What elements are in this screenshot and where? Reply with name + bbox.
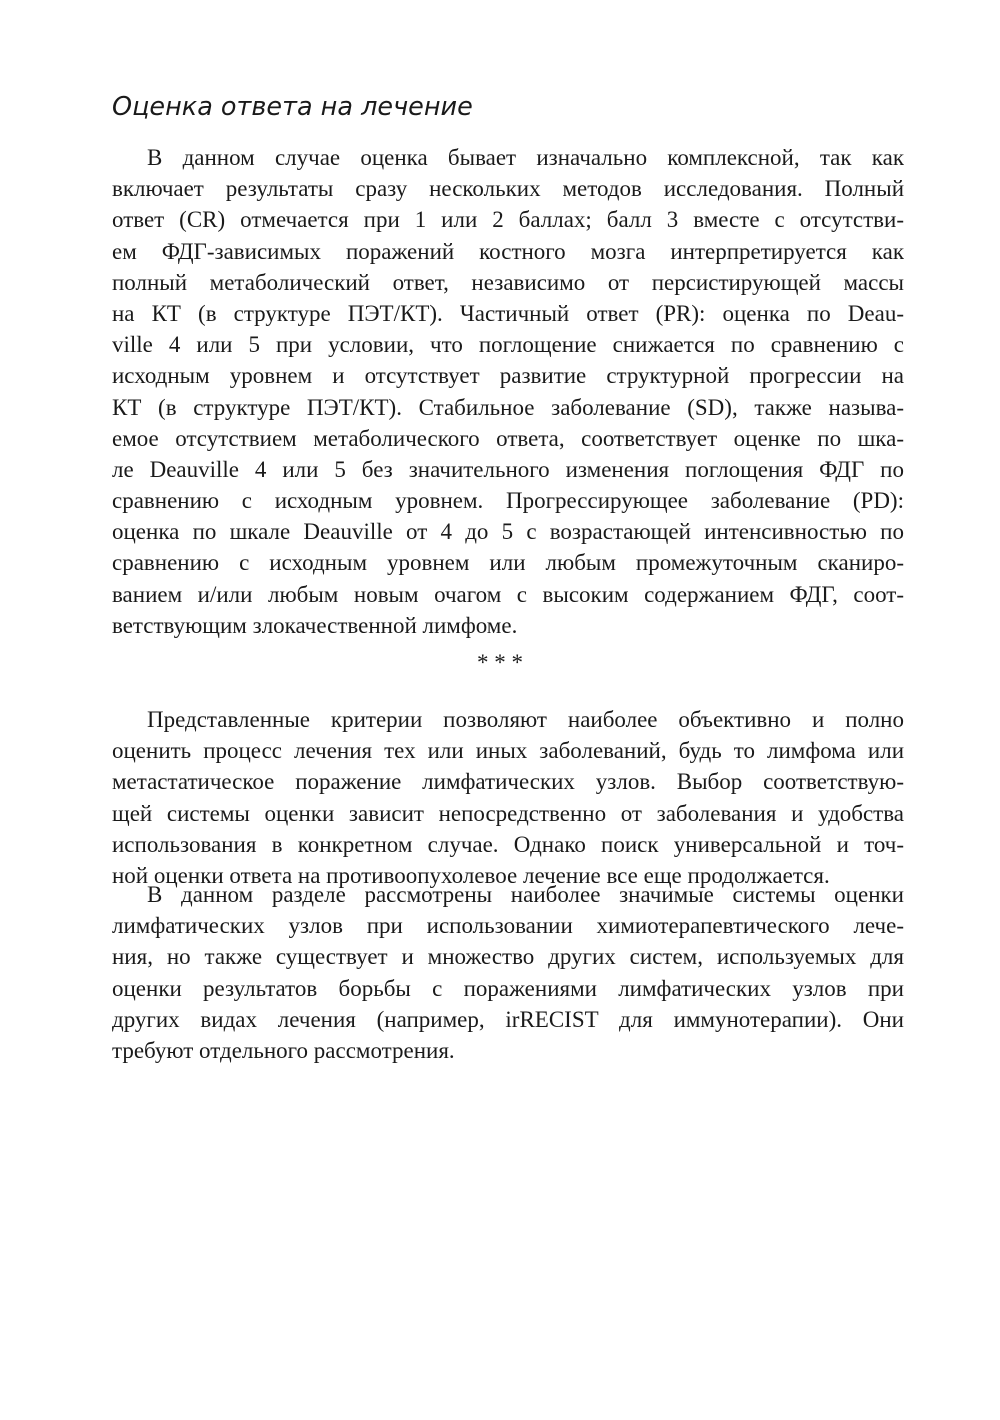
text-line: ле Deauville 4 или 5 без значительного изменения поглощения ФДГ по	[112, 456, 904, 482]
paragraph-conclusion	[112, 704, 904, 891]
text-line: ем ФДГ-зависимых поражений костного мозга интерпретируется как	[112, 238, 904, 264]
paragraph-response-assessment	[112, 142, 904, 641]
text-line: на КТ (в структуре ПЭТ/КТ). Частичный ответ (PR): оценка по Deau-	[112, 300, 904, 326]
text-line: ответ (CR) отмечается при 1 или 2 баллах; балл 3 вместе с отсутстви-	[112, 207, 904, 233]
text-line: ния, но также существует и множество других систем, используемых для	[112, 944, 904, 970]
section-separator: * * *	[477, 650, 523, 675]
text-line: В данном разделе рассмотрены наиболее значимые системы оценки	[147, 882, 904, 907]
text-line: метастатическое поражение лимфатических узлов. Выбор соответствую-	[112, 769, 904, 795]
text-line: ville 4 или 5 при условии, что поглощение снижается по сравнению с	[112, 332, 904, 358]
text-line: оценка по шкале Deauville от 4 до 5 с возрастающей интенсивностью по	[112, 519, 904, 545]
text-line: оценить процесс лечения тех или иных заболеваний, будь то лимфома или	[112, 738, 904, 764]
text-line: сравнению с исходным уровнем. Прогрессирующее заболевание (PD):	[112, 488, 904, 514]
text-line: лимфатических узлов при использовании химиотерапевтического лече-	[112, 913, 904, 939]
text-line: полный метаболический ответ, независимо от персистирующей массы	[112, 269, 904, 295]
text-line: В данном случае оценка бывает изначально комплексной, так как	[147, 145, 904, 170]
text-line: требуют отдельного рассмотрения.	[112, 1037, 455, 1063]
text-line: ной оценки ответа на противоопухолевое лечение все еще продолжается.	[112, 862, 830, 888]
text-line: Представленные критерии позволяют наиболее объективно и полно	[147, 707, 904, 732]
text-line: емое отсутствием метаболического ответа, соответствует оценке по шка-	[112, 425, 904, 451]
text-line: оценки результатов борьбы с поражениями лимфатических узлов при	[112, 975, 904, 1001]
text-line: исходным уровнем и отсутствует развитие структурной прогрессии на	[112, 363, 904, 389]
section-heading: Оценка ответа на лечение	[112, 92, 473, 122]
text-line: КТ (в структуре ПЭТ/КТ). Стабильное заболевание (SD), также называ-	[112, 394, 904, 420]
text-line: сравнению с исходным уровнем или любым промежуточным сканиро-	[112, 550, 904, 576]
text-line: ветствующим злокачественной лимфоме.	[112, 612, 518, 638]
text-line: ванием и/или любым новым очагом с высоким содержанием ФДГ, соот-	[112, 581, 904, 607]
text-line: использования в конкретном случае. Однако поиск универсальной и точ-	[112, 831, 904, 857]
text-line: включает результаты сразу нескольких методов исследования. Полный	[112, 176, 904, 202]
paragraph-section-summary	[112, 879, 904, 1066]
text-line: щей системы оценки зависит непосредственно от заболевания и удобства	[112, 800, 904, 826]
text-line: других видах лечения (например, irRECIST для иммунотерапии). Они	[112, 1006, 904, 1032]
